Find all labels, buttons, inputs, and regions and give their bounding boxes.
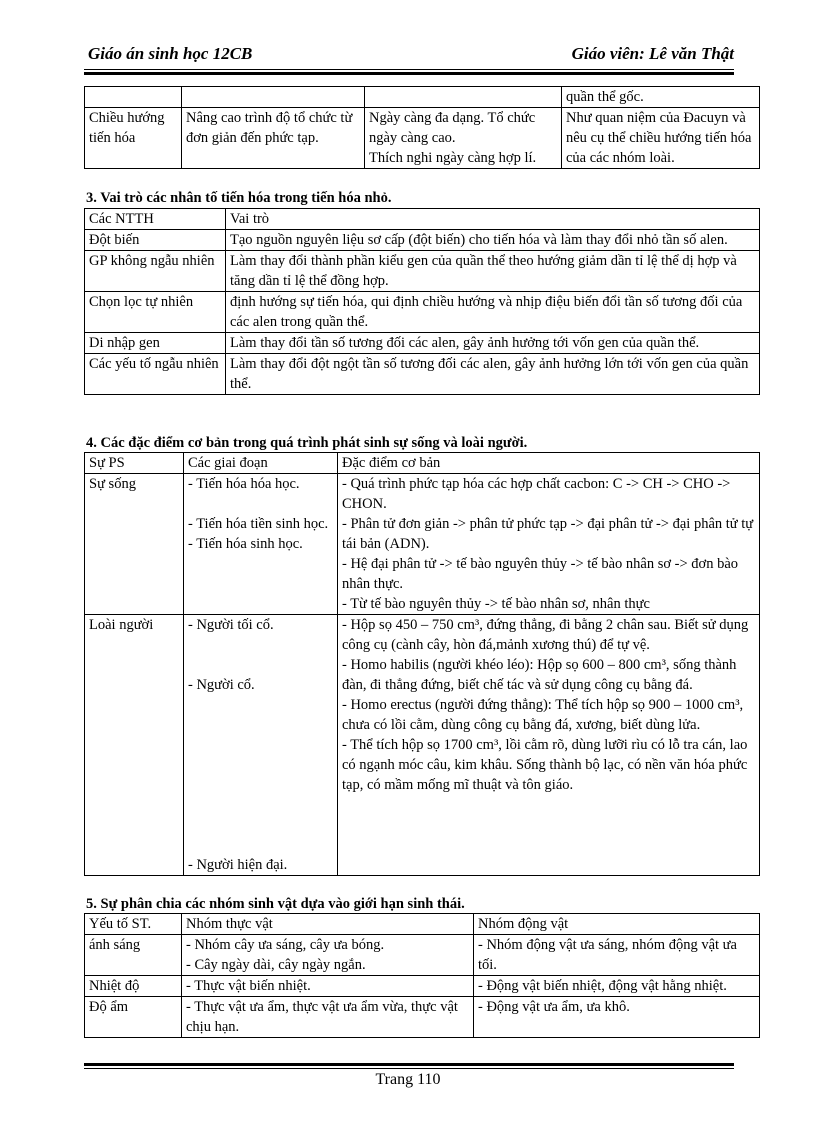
table-cell [365,87,562,108]
footer-rule-thin [84,1068,734,1069]
table-cell: Các yếu tố ngẫu nhiên [85,354,226,395]
table-row [85,87,760,108]
table-cell [182,87,365,108]
column-header: Các NTTH [85,209,226,230]
table-row [85,474,760,615]
table-row [85,292,760,333]
table-row [85,333,760,354]
table-cell [184,615,338,876]
origin-of-life-table [84,452,760,876]
section-4-title: 4. Các đặc điểm cơ bản trong quá trình phát sinh sự sống và loài người. [86,435,528,451]
table-cell: Đột biến [85,230,226,251]
table-cell: Độ ẩm [85,997,182,1038]
table-row [85,935,760,976]
table-cell: Chọn lọc tự nhiên [85,292,226,333]
ecological-groups-table [84,913,760,1038]
column-header: Nhóm thực vật [182,914,474,935]
table-row [85,354,760,395]
table-cell: Chiều hướng tiến hóa [85,108,182,169]
header-teacher: Giáo viên: Lê văn Thật [571,44,734,63]
stage-ancient: - Người cổ. [188,677,255,693]
page-number: Trang 110 [375,1071,441,1088]
feature-text: - Homo habilis (người khéo léo): Hộp sọ 600 – 800 cm³, sống thành đàn, đi thẳng đứng, biết chế tác và sử dụng công cụ bằng đá. [342,657,737,693]
table-cell: Nâng cao trình độ tổ chức từ đơn giản đến phức tạp. [182,108,365,169]
table-cell: - Thực vật ưa ẩm, thực vật ưa ẩm vừa, thực vật chịu hạn. [182,997,474,1038]
column-header: Sự PS [85,453,184,474]
table-row [85,997,760,1038]
table-cell: Tạo nguồn nguyên liệu sơ cấp (đột biến) cho tiến hóa và làm thay đổi nhỏ tần số alen. [226,230,760,251]
header-rule-thin [84,69,734,70]
table-row [85,615,760,876]
column-header: Yếu tố ST. [85,914,182,935]
table-cell [338,615,760,876]
column-header: Các giai đoạn [184,453,338,474]
evolution-direction-table [84,86,760,169]
table-cell: quần thể gốc. [562,87,760,108]
table-cell: Di nhập gen [85,333,226,354]
table-cell: Sự sống [85,474,184,615]
table-cell: Làm thay đổi thành phần kiểu gen của quần thể theo hướng giảm dần tỉ lệ thể dị hợp và tăng dần tỉ lệ thể đồng hợp. [226,251,760,292]
table-row [85,230,760,251]
table-cell: - Nhóm cây ưa sáng, cây ưa bóng. - Cây ngày dài, cây ngày ngắn. [182,935,474,976]
table-cell: Làm thay đổi tần số tương đối các alen, gây ảnh hưởng tới vốn gen của quần thể. [226,333,760,354]
header-lesson-title: Giáo án sinh học 12CB [88,44,253,63]
table-cell: - Nhóm động vật ưa sáng, nhóm động vật ưa tối. [474,935,760,976]
footer-rule-thick [84,1063,734,1066]
column-header: Vai trò [226,209,760,230]
section-5-title: 5. Sự phân chia các nhóm sinh vật dựa vào giới hạn sinh thái. [86,896,465,912]
table-header-row [85,914,760,935]
table-cell: Loài người [85,615,184,876]
feature-text: - Homo erectus (người đứng thẳng): Thể tích hộp sọ 900 – 1000 cm³, chưa có lồi cằm, dùng công cụ bằng đá, xương, biết dùng lửa. [342,697,744,733]
table-row [85,108,760,169]
column-header: Nhóm động vật [474,914,760,935]
feature-text: - Thể tích hộp sọ 1700 cm³, lồi cằm rõ, dùng lưỡi rìu có lỗ tra cán, lao có ngạnh móc câu, kim khâu. Sống thành bộ lạc, có nền văn hóa phức tạp, có mầm mống mĩ thuật và tôn giáo. [342,737,748,793]
table-cell: - Thực vật biến nhiệt. [182,976,474,997]
table-row [85,976,760,997]
stage-modern: - Người hiện đại. [188,857,288,873]
table-cell: ánh sáng [85,935,182,976]
section-3-title: 3. Vai trò các nhân tố tiến hóa trong tiến hóa nhỏ. [86,190,392,206]
header-rule-thick [84,72,734,75]
table-cell: - Quá trình phức tạp hóa các hợp chất cacbon: C -> CH -> CHO -> CHON. - Phân tử đơn giản -> phân tử phức tạp -> đại phân tử -> đại phân tử tự tái bản (ADN). - Hệ đại phân tử -> tế bào nguyên thủy -> tế bào nhân sơ -> đơn bào nhân thực. - Từ tế bào nguyên thủy -> tế bào nhân sơ, nhân thực [338,474,760,615]
column-header: Đặc điểm cơ bản [338,453,760,474]
table-cell: Như quan niệm của Đacuyn và nêu cụ thể chiều hướng tiến hóa của các nhóm loài. [562,108,760,169]
table-cell: - Động vật ưa ẩm, ưa khô. [474,997,760,1038]
page-header [84,44,734,68]
table-cell: GP không ngẫu nhiên [85,251,226,292]
stage-archaic: - Người tối cổ. [188,617,274,633]
table-cell: - Động vật biến nhiệt, động vật hằng nhiệt. [474,976,760,997]
table-cell: Ngày càng đa dạng. Tổ chức ngày càng cao. Thích nghi ngày càng hợp lí. [365,108,562,169]
table-cell: - Tiến hóa hóa học. - Tiến hóa tiền sinh học. - Tiến hóa sinh học. [184,474,338,615]
table-header-row [85,453,760,474]
table-header-row [85,209,760,230]
table-cell: Nhiệt độ [85,976,182,997]
table-cell: Làm thay đổi đột ngột tần số tương đối các alen, gây ảnh hưởng lớn tới vốn gen của quần thể. [226,354,760,395]
table-cell: định hướng sự tiến hóa, qui định chiều hướng và nhịp điệu biến đổi tần số tương đối của các alen trong quần thể. [226,292,760,333]
evolution-factors-table [84,208,760,395]
table-row [85,251,760,292]
feature-text: - Hộp sọ 450 – 750 cm³, đứng thẳng, đi bằng 2 chân sau. Biết sử dụng công cụ (cành cây, hòn đá,mảnh xương thú) để tự vệ. [342,617,749,653]
table-cell [85,87,182,108]
